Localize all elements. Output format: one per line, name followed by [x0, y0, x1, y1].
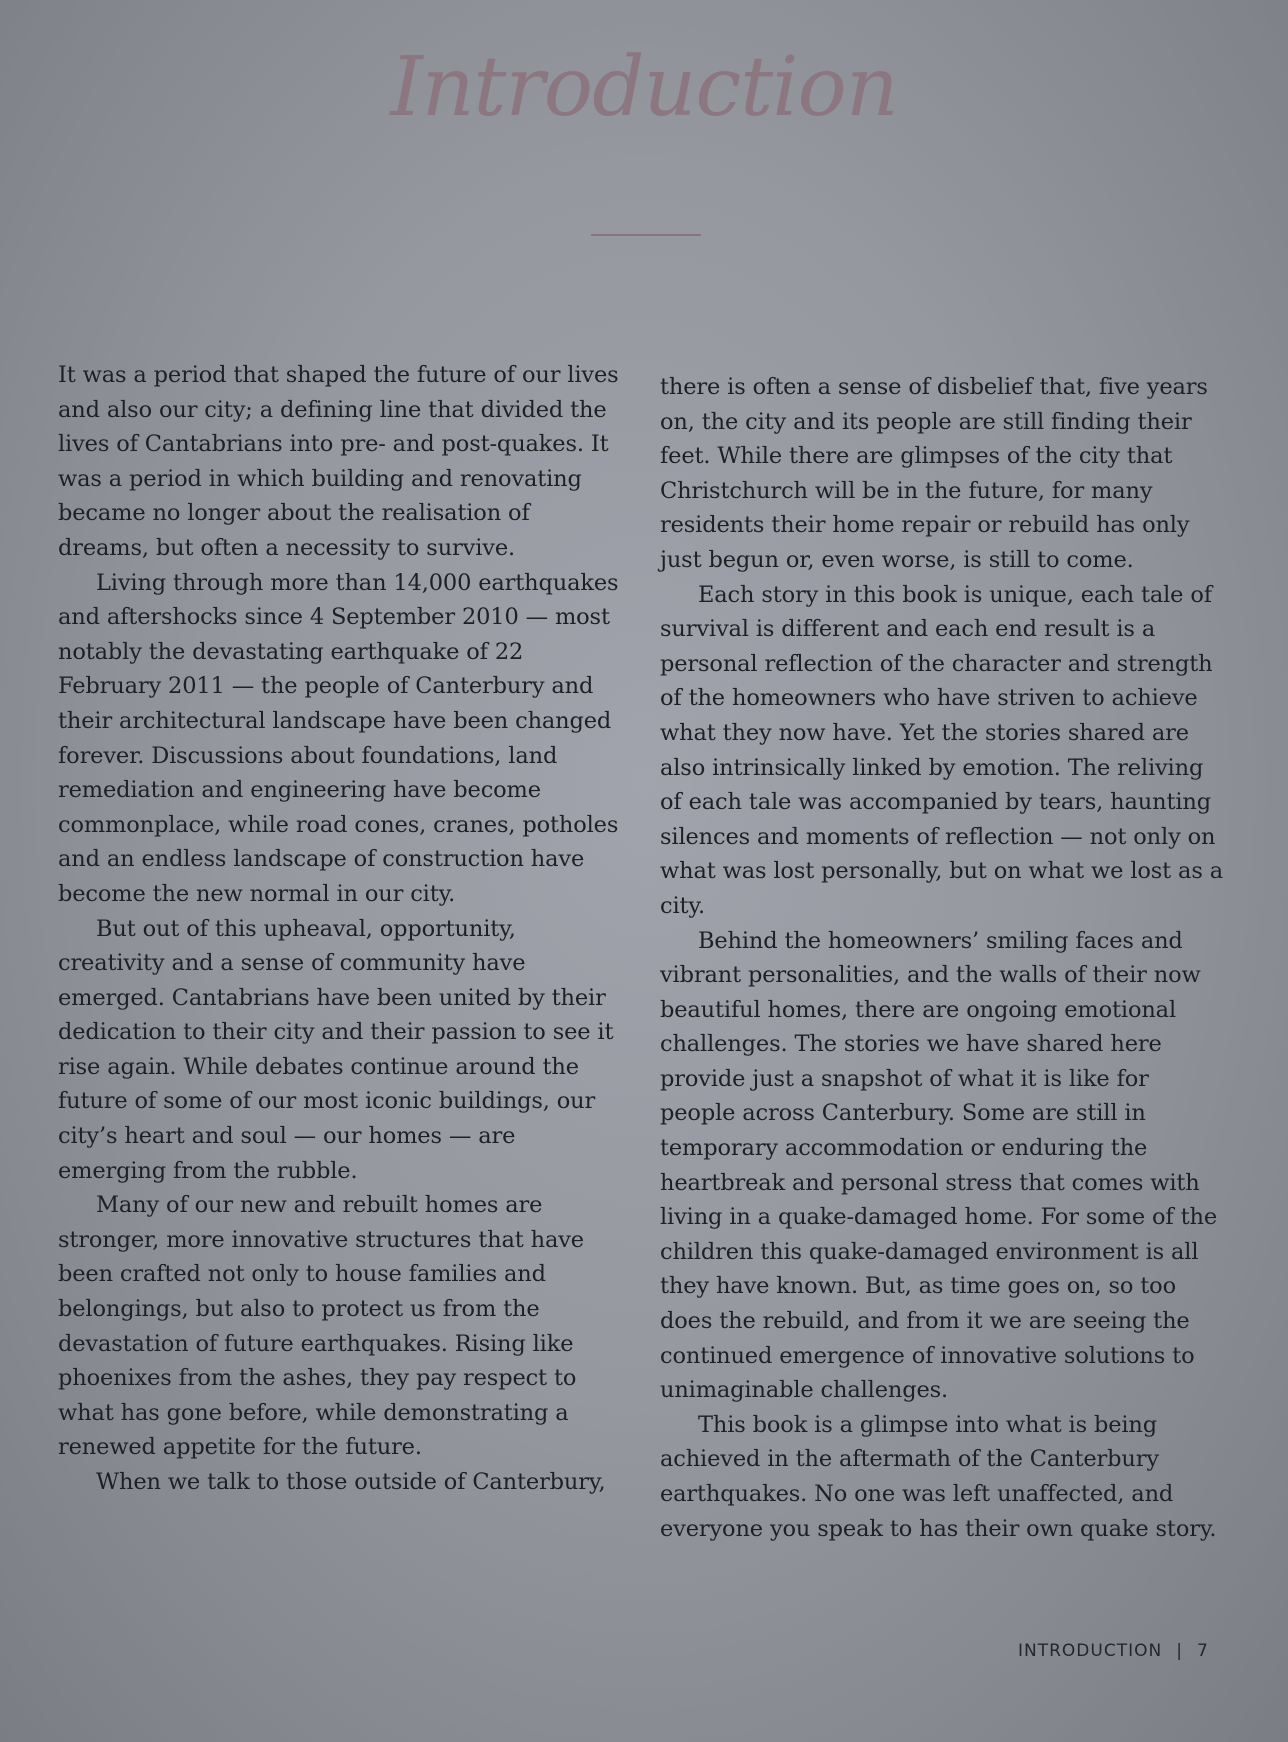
- footer-section-name: INTRODUCTION: [1018, 1641, 1163, 1661]
- page-title: Introduction: [390, 40, 898, 135]
- paragraph: Each story in this book is unique, each tale of survival is different and each end result is a personal reflection of the character and strength of the homeowners who have striven to achieve what they now have. Yet the stories shared are also intrinsically linked by emotion. The reliving of each tale was accompanied by tears, haunting silences and moments of reflection — not only on what was lost personally, but on what we lost as a city.: [660, 581, 1223, 919]
- paragraph: When we talk to those outside of Canterbury,: [96, 1469, 606, 1495]
- title-divider: [591, 234, 701, 236]
- paragraph: Many of our new and rebuilt homes are stronger, more innovative structures that have been crafted not only to house families and belongings, but also to protect us from the devastation of future earthquakes. Rising like phoenixes from the ashes, they pay respect to what has gone before, while demonstrating a renewed appetite for the future.: [58, 1192, 584, 1461]
- footer-separator: |: [1176, 1641, 1183, 1661]
- paragraph: Living through more than 14,000 earthquakes and aftershocks since 4 September 2010 — most notably the devastating earthquake of 22 February 2011 — the people of Canterbury and their architectural landscape have been changed forever. Discussions about foundations, land remediation and engineering have become commonplace, while road cones, cranes, potholes and an endless landscape of construction have become the new normal in our city.: [58, 569, 619, 907]
- left-column: [58, 358, 624, 1500]
- page-number: 7: [1196, 1641, 1209, 1661]
- paragraph: there is often a sense of disbelief that, five years on, the city and its people are still finding their feet. While there are glimpses of the city that Christchurch will be in the future, for many residents their home repair or rebuild has only just begun or, even worse, is still to come.: [660, 374, 1208, 573]
- running-footer: [1018, 1641, 1209, 1661]
- paragraph: It was a period that shaped the future of our lives and also our city; a defining line that divided the lives of Cantabrians into pre- and post-quakes. It was a period in which building and renovating became no longer about the realisation of dreams, but often a necessity to survive.: [58, 362, 619, 561]
- paragraph: This book is a glimpse into what is being achieved in the aftermath of the Canterbury earthquakes. No one was left unaffected, and everyone you speak to has their own quake story.: [660, 1411, 1217, 1542]
- paragraph: Behind the homeowners’ smiling faces and vibrant personalities, and the walls of their now beautiful homes, there are ongoing emotional challenges. The stories we have shared here provide just a snapshot of what it is like for people across Canterbury. Some are still in temporary accommodation or enduring the heartbreak and personal stress that comes with living in a quake-damaged home. For some of the children this quake-damaged environment is all they have known. But, as time goes on, so too does the rebuild, and from it we are seeing the continued emergence of innovative solutions to unimaginable challenges.: [660, 927, 1217, 1404]
- right-column: [660, 370, 1226, 1546]
- paragraph: But out of this upheaval, opportunity, creativity and a sense of community have emerged. Cantabrians have been united by their dedication to their city and their passion to see it rise again. While debates continue around the future of some of our most iconic buildings, our city’s heart and soul — our homes — are emerging from the rubble.: [58, 915, 614, 1184]
